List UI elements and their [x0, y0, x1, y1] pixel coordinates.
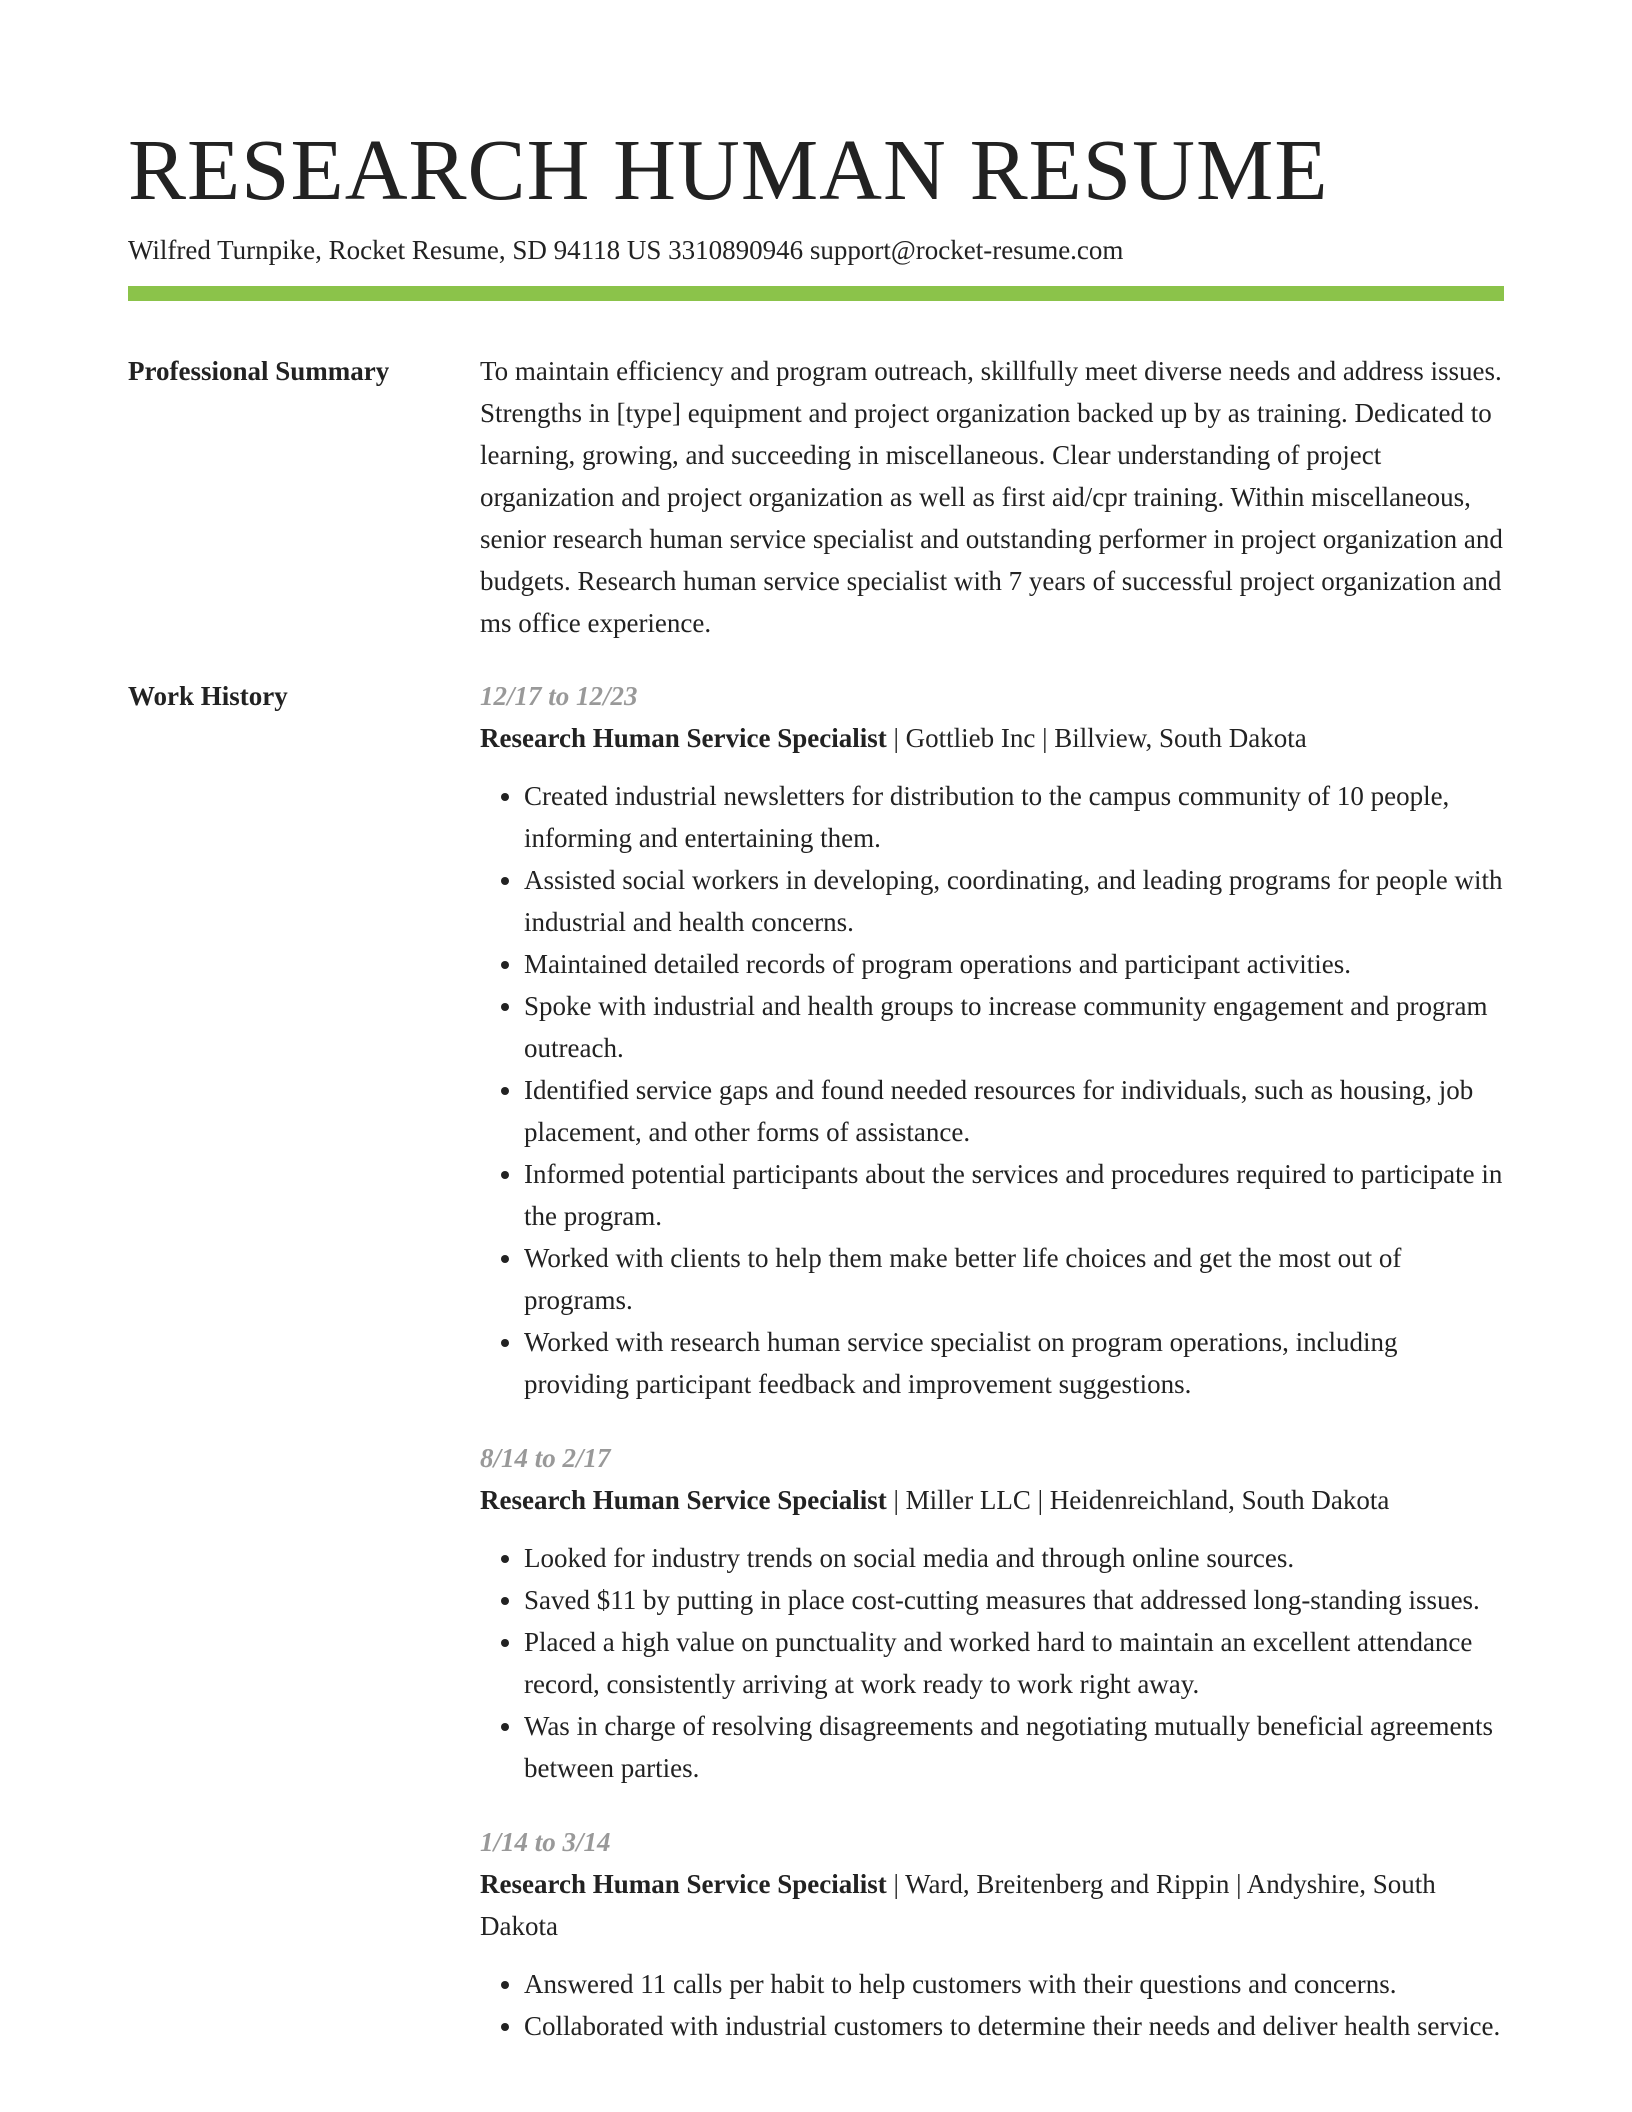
job-bullet-list — [480, 1963, 1504, 2047]
summary-section-label: Professional Summary — [128, 356, 390, 386]
job-bullet-list — [480, 775, 1504, 1405]
job-bullet: • Maintained detailed records of program operations and participant activities. — [524, 943, 1504, 985]
job-company-location: | Ward, Breitenberg and Rippin | Andyshire, South Dakota — [480, 1869, 1436, 1941]
job-bullet: • Was in charge of resolving disagreements and negotiating mutually beneficial agreements between parties. — [524, 1705, 1504, 1789]
contact-line: Wilfred Turnpike, Rocket Resume, SD 94118 US 3310890946 support@rocket-resume.com — [128, 235, 1124, 265]
header-divider — [128, 286, 1504, 301]
job-heading — [480, 717, 1504, 759]
job-heading — [480, 1863, 1504, 1947]
job-bullet: • Informed potential participants about the services and procedures required to participate in the program. — [524, 1153, 1504, 1237]
job-entry — [480, 675, 1504, 1405]
resume-title: RESEARCH HUMAN RESUME — [128, 121, 1329, 218]
summary-section — [480, 350, 1504, 644]
job-bullet: • Created industrial newsletters for distribution to the campus community of 10 people, informing and entertaining them. — [524, 775, 1504, 859]
job-bullet: • Worked with clients to help them make better life choices and get the most out of programs. — [524, 1237, 1504, 1321]
job-dates: 12/17 to 12/23 — [480, 681, 638, 711]
job-title: Research Human Service Specialist — [480, 1869, 887, 1899]
job-bullet: • Collaborated with industrial customers to determine their needs and deliver health service. — [524, 2005, 1504, 2047]
job-title: Research Human Service Specialist — [480, 723, 887, 753]
job-bullet: • Spoke with industrial and health groups to increase community engagement and program outreach. — [524, 985, 1504, 1069]
work-history-section — [480, 675, 1504, 2079]
job-bullet: • Assisted social workers in developing, coordinating, and leading programs for people with industrial and health concerns. — [524, 859, 1504, 943]
job-company-location: | Miller LLC | Heidenreichland, South Dakota — [886, 1485, 1390, 1515]
job-bullet: • Identified service gaps and found needed resources for individuals, such as housing, job placement, and other forms of assistance. — [524, 1069, 1504, 1153]
job-dates: 8/14 to 2/17 — [480, 1443, 611, 1473]
job-entry — [480, 1821, 1504, 2047]
job-bullet-list — [480, 1537, 1504, 1789]
summary-text: To maintain efficiency and program outreach, skillfully meet diverse needs and address issues. Strengths in [type] equipment and project organization backed up by as training. Dedicated to learning, growing, and succeeding in miscellaneous. Clear understanding of project organization and project organization as well as first aid/cpr training. Within miscellaneous, senior research human service specialist and outstanding performer in project organization and budgets. Research human service specialist with 7 years of successful project organization and ms office experience. — [480, 356, 1503, 638]
job-entry — [480, 1437, 1504, 1789]
job-bullet: • Saved $11 by putting in place cost-cutting measures that addressed long-standing issues. — [524, 1579, 1504, 1621]
job-heading — [480, 1479, 1504, 1521]
job-title: Research Human Service Specialist — [480, 1485, 887, 1515]
job-company-location: | Gottlieb Inc | Billview, South Dakota — [886, 723, 1307, 753]
job-bullet: • Worked with research human service specialist on program operations, including providing participant feedback and improvement suggestions. — [524, 1321, 1504, 1405]
job-bullet: • Placed a high value on punctuality and worked hard to maintain an excellent attendance record, consistently arriving at work ready to work right away. — [524, 1621, 1504, 1705]
job-dates: 1/14 to 3/14 — [480, 1827, 611, 1857]
job-bullet: • Answered 11 calls per habit to help customers with their questions and concerns. — [524, 1963, 1504, 2005]
work-history-section-label: Work History — [128, 681, 288, 711]
job-bullet: • Looked for industry trends on social media and through online sources. — [524, 1537, 1504, 1579]
